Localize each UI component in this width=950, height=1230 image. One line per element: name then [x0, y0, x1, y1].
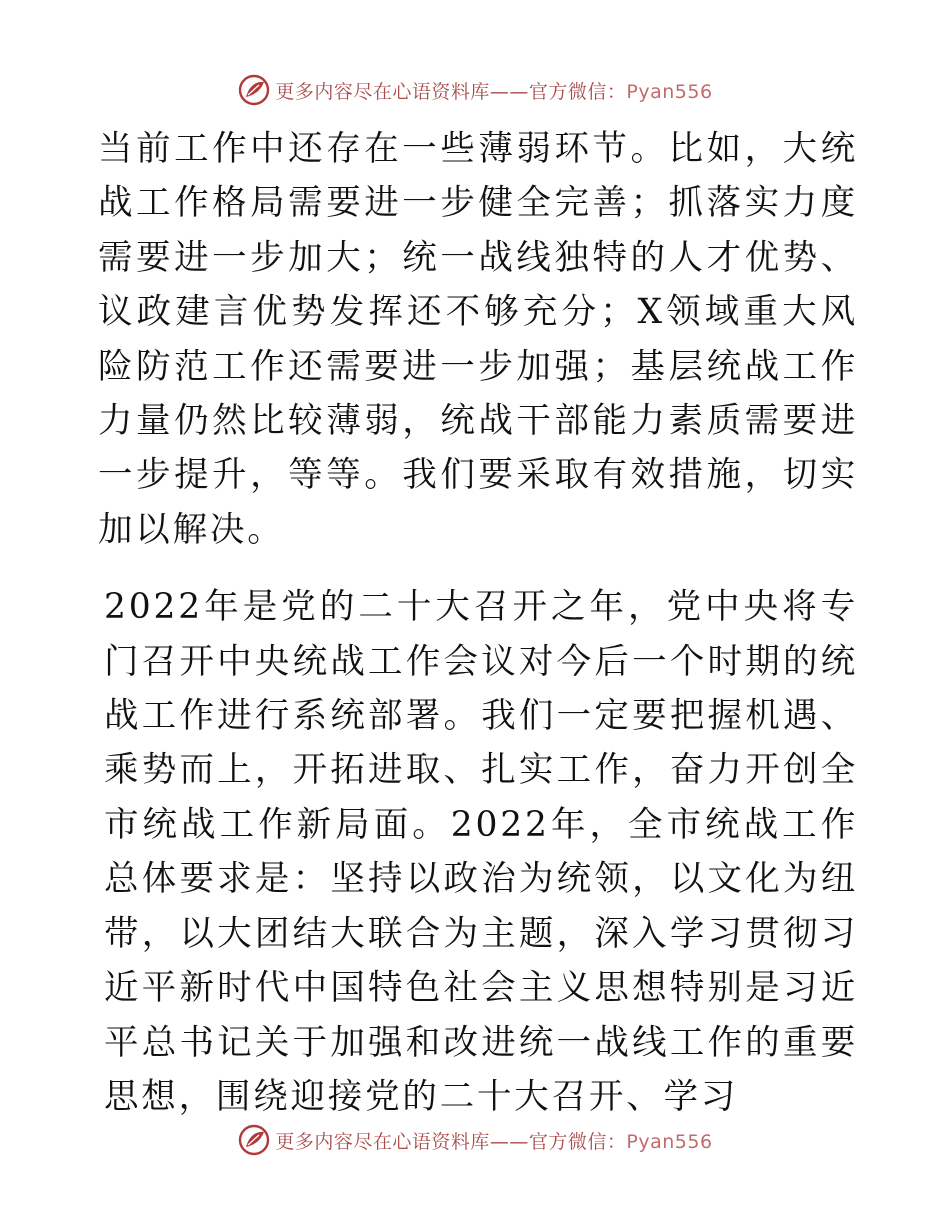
- watermark-group: [237, 1123, 712, 1157]
- leaf-logo-icon: [237, 1123, 271, 1157]
- watermark-text: [275, 77, 712, 104]
- document-body: [98, 122, 858, 1124]
- paragraph-2: 2022年是党的二十大召开之年，党中央将专门召开中央统战工作会议对今后一个时期的统战工作进行系统部署。我们一定要把握机遇、乘势而上，开拓进取、扎实工作，奋力开创全市统战工作新局面。2022年，全市统战工作总体要求是：坚持以政治为统领，以文化为纽带，以大团结大联合为主题，深入学习贯彻习近平新时代中国特色社会主义思想特别是习近平总书记关于加强和改进统一战线工作的重要思想，围绕迎接党的二十大召开、学习: [104, 587, 858, 1117]
- header-watermark: [0, 70, 950, 110]
- watermark-account: Pyan556: [626, 80, 713, 103]
- watermark-text: [275, 1127, 712, 1154]
- footer-watermark: [0, 1120, 950, 1160]
- watermark-site: 更多内容尽在心语资料库——官方微信：: [275, 1130, 627, 1153]
- leaf-logo-icon: [237, 73, 271, 107]
- watermark-group: [237, 73, 712, 107]
- paragraph-1: 当前工作中还存在一些薄弱环节。比如，大统战工作格局需要进一步健全完善；抓落实力度需要进一步加大；统一战线独特的人才优势、议政建言优势发挥还不够充分；X领域重大风险防范工作还需要进一步加强；基层统战工作力量仍然比较薄弱，统战干部能力素质需要进一步提升，等等。我们要采取有效措施，切实加以解决。: [98, 129, 858, 550]
- watermark-account: Pyan556: [626, 1130, 713, 1153]
- watermark-site: 更多内容尽在心语资料库——官方微信：: [275, 80, 627, 103]
